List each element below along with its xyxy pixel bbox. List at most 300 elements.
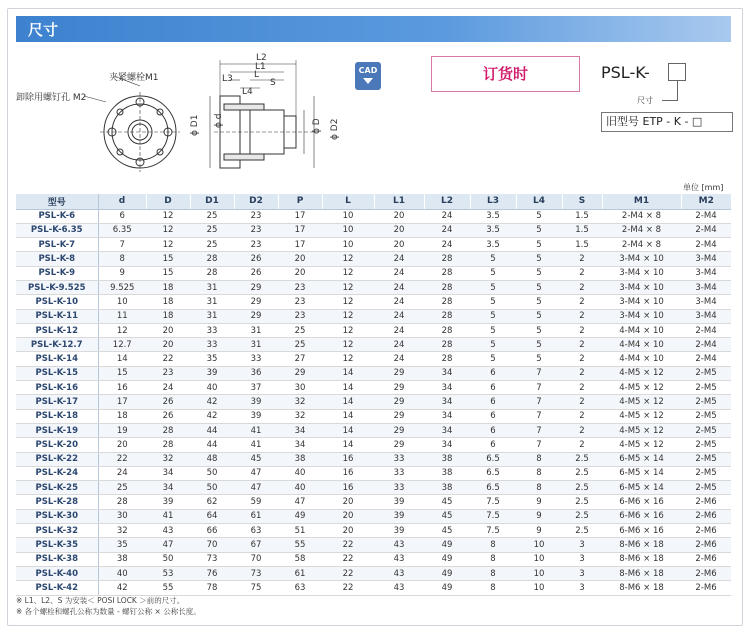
table-cell: 34 [146,466,190,480]
table-cell: 8 [470,552,516,566]
table-cell: 1.5 [562,238,602,252]
table-cell: 48 [190,452,234,466]
table-cell: 39 [234,395,278,409]
footnote: ※ L1、L2、S 为安装＜ POSI LOCK ＞前的尺寸。 [16,596,185,605]
table-cell: 2.5 [562,466,602,480]
table-body [16,209,731,595]
table-cell: 8-M6 × 18 [602,566,681,580]
table-cell: 6 [470,395,516,409]
table-cell: 2 [562,338,602,352]
table-cell: 14 [322,381,374,395]
table-cell: 5 [516,309,562,323]
table-cell: 8 [516,452,562,466]
table-cell: 31 [190,280,234,294]
table-cell: 50 [190,481,234,495]
table-row [16,495,731,509]
table-cell: 34 [278,438,322,452]
table-cell: 9 [516,495,562,509]
table-cell: 55 [146,581,190,595]
table-cell: 49 [278,509,322,523]
table-cell: 2 [562,366,602,380]
table-cell: 39 [374,495,424,509]
table-cell: 23 [278,280,322,294]
table-cell: 5 [516,338,562,352]
table-cell: 39 [234,409,278,423]
table-cell: 75 [234,581,278,595]
table-cell: 22 [98,452,146,466]
table-cell: 2 [562,266,602,280]
table-cell: 2 [562,409,602,423]
column-header: L1 [374,194,424,209]
table-cell: 3-M4 [681,266,731,280]
table-cell: 22 [322,566,374,580]
section-header [16,16,731,42]
model-cell: PSL-K-18 [16,409,98,423]
table-cell: 5 [516,295,562,309]
model-cell: PSL-K-30 [16,509,98,523]
table-cell: 6 [98,209,146,223]
table-cell: 25 [190,223,234,237]
model-cell: PSL-K-9 [16,266,98,280]
size-pointer-line [677,81,678,101]
model-cell: PSL-K-17 [16,395,98,409]
model-cell: PSL-K-8 [16,252,98,266]
table-cell: 22 [322,538,374,552]
table-cell: 20 [374,209,424,223]
table-cell: 34 [424,423,470,437]
table-cell: 2-M4 × 8 [602,209,681,223]
table-cell: 29 [234,280,278,294]
table-row [16,266,731,280]
model-cell: PSL-K-42 [16,581,98,595]
table-cell: 2-M6 [681,495,731,509]
table-cell: 1.5 [562,209,602,223]
table-cell: 20 [322,495,374,509]
size-pointer-line-h [662,100,678,101]
table-cell: 32 [98,524,146,538]
table-cell: 22 [322,552,374,566]
column-header: M1 [602,194,681,209]
table-cell: 23 [234,209,278,223]
table-cell: 12 [322,252,374,266]
table-cell: 58 [278,552,322,566]
table-cell: 31 [190,309,234,323]
footnote: ※ 各个螺栓和螺孔公称为数量 - 螺钉公称 × 公称长度。 [16,607,201,616]
table-cell: 1.5 [562,223,602,237]
table-cell: 33 [374,466,424,480]
table-cell: 2-M6 [681,566,731,580]
table-cell: 2.5 [562,524,602,538]
table-cell: 45 [424,509,470,523]
table-cell: 24 [374,338,424,352]
table-cell: 47 [146,538,190,552]
table-cell: 2-M5 [681,395,731,409]
table-cell: 5 [516,266,562,280]
table-cell: 4-M5 × 12 [602,409,681,423]
table-cell: 3 [562,566,602,580]
table-cell: 20 [374,223,424,237]
table-cell: 5 [516,238,562,252]
table-cell: 10 [322,238,374,252]
table-cell: 15 [146,252,190,266]
model-cell: PSL-K-10 [16,295,98,309]
table-cell: 8 [516,466,562,480]
table-cell: 34 [424,381,470,395]
table-cell: 24 [374,280,424,294]
table-row [16,438,731,452]
table-cell: 3 [562,538,602,552]
table-cell: 29 [374,381,424,395]
table-cell: 33 [190,338,234,352]
table-cell: 12 [322,295,374,309]
table-cell: 78 [190,581,234,595]
table-cell: 6-M5 × 14 [602,481,681,495]
table-cell: 6 [470,366,516,380]
table-cell: 29 [374,438,424,452]
table-cell: 3-M4 [681,309,731,323]
table-cell: 38 [278,452,322,466]
table-cell: 5 [470,309,516,323]
table-cell: 24 [424,238,470,252]
table-cell: 3-M4 [681,295,731,309]
table-cell: 8 [470,566,516,580]
table-row [16,566,731,580]
removal-screw-label: 卸除用螺钉孔 M2 [16,93,87,103]
table-cell: 50 [190,466,234,480]
table-cell: 47 [234,466,278,480]
table-cell: 43 [374,566,424,580]
table-cell: 12 [322,309,374,323]
table-cell: 29 [278,366,322,380]
table-cell: 17 [278,209,322,223]
table-cell: 70 [234,552,278,566]
table-cell: 53 [146,566,190,580]
table-cell: 7 [516,423,562,437]
dim-l1: L1 [255,62,266,72]
table-cell: 16 [98,381,146,395]
model-cell: PSL-K-7 [16,238,98,252]
table-cell: 6 [470,438,516,452]
table-cell: 7.5 [470,524,516,538]
table-cell: 2 [562,309,602,323]
table-cell: 26 [234,252,278,266]
table-row [16,409,731,423]
table-cell: 10 [516,581,562,595]
table-cell: 17 [278,238,322,252]
table-cell: 3 [562,581,602,595]
table-cell: 3-M4 × 10 [602,266,681,280]
table-cell: 23 [278,295,322,309]
table-cell: 2-M5 [681,438,731,452]
model-cell: PSL-K-6.35 [16,223,98,237]
table-cell: 7 [516,395,562,409]
table-row [16,323,731,337]
table-cell: 12 [146,223,190,237]
table-cell: 5 [516,252,562,266]
table-row [16,524,731,538]
table-cell: 5 [516,280,562,294]
table-row [16,252,731,266]
table-cell: 31 [234,338,278,352]
table-cell: 14 [322,423,374,437]
table-cell: 5 [470,266,516,280]
table-row [16,338,731,352]
table-cell: 26 [146,409,190,423]
table-cell: 51 [278,524,322,538]
table-cell: 10 [322,209,374,223]
table-cell: 3-M4 × 10 [602,309,681,323]
model-cell: PSL-K-11 [16,309,98,323]
table-cell: 8 [516,481,562,495]
table-cell: 63 [278,581,322,595]
model-cell: PSL-K-40 [16,566,98,580]
table-cell: 3-M4 [681,280,731,294]
table-cell: 14 [98,352,146,366]
table-cell: 23 [234,238,278,252]
table-cell: 38 [424,481,470,495]
table-cell: 59 [234,495,278,509]
table-cell: 20 [374,238,424,252]
table-cell: 28 [424,252,470,266]
table-cell: 33 [234,352,278,366]
table-cell: 5 [470,352,516,366]
dim-small-d: ϕ d [214,113,224,128]
table-cell: 2 [562,395,602,409]
table-cell: 5 [470,338,516,352]
model-cell: PSL-K-20 [16,438,98,452]
table-cell: 2-M5 [681,409,731,423]
dim-big-d: ϕ D [312,118,322,134]
table-cell: 38 [424,466,470,480]
table-cell: 34 [424,395,470,409]
table-cell: 12 [322,352,374,366]
column-header: S [562,194,602,209]
dim-l: L [254,70,260,80]
column-header: D [146,194,190,209]
model-cell: PSL-K-14 [16,352,98,366]
cad-label: CAD [358,66,378,75]
table-cell: 3-M4 × 10 [602,295,681,309]
table-cell: 47 [234,481,278,495]
table-cell: 33 [374,452,424,466]
table-cell: 5 [516,223,562,237]
table-cell: 24 [374,352,424,366]
table-cell: 24 [374,266,424,280]
table-row [16,366,731,380]
model-cell: PSL-K-12 [16,323,98,337]
table-cell: 29 [374,395,424,409]
table-cell: 9.525 [98,280,146,294]
table-cell: 49 [424,538,470,552]
table-cell: 29 [234,295,278,309]
table-cell: 24 [424,223,470,237]
table-cell: 24 [146,381,190,395]
table-cell: 26 [146,395,190,409]
table-cell: 8-M6 × 18 [602,552,681,566]
table-cell: 44 [190,438,234,452]
table-cell: 2-M6 [681,581,731,595]
table-cell: 24 [374,252,424,266]
table-cell: 10 [98,295,146,309]
table-cell: 12 [322,280,374,294]
table-row [16,452,731,466]
table-cell: 14 [322,366,374,380]
table-cell: 11 [98,309,146,323]
table-cell: 7 [98,238,146,252]
table-cell: 4-M5 × 12 [602,423,681,437]
table-cell: 2-M5 [681,423,731,437]
table-cell: 10 [516,566,562,580]
table-cell: 40 [190,381,234,395]
table-cell: 28 [424,352,470,366]
table-cell: 41 [234,423,278,437]
table-cell: 15 [98,366,146,380]
model-cell: PSL-K-32 [16,524,98,538]
table-cell: 39 [146,495,190,509]
table-row [16,423,731,437]
table-cell: 2-M6 [681,538,731,552]
table-cell: 37 [234,381,278,395]
table-cell: 22 [146,352,190,366]
table-cell: 8 [98,252,146,266]
table-cell: 35 [190,352,234,366]
table-cell: 2-M4 [681,209,731,223]
table-cell: 16 [322,452,374,466]
table-row [16,395,731,409]
table-row [16,295,731,309]
table-cell: 33 [190,323,234,337]
table-cell: 39 [374,509,424,523]
table-cell: 28 [424,266,470,280]
table-row [16,466,731,480]
model-cell: PSL-K-25 [16,481,98,495]
table-cell: 6-M6 × 16 [602,495,681,509]
table-cell: 23 [146,366,190,380]
table-cell: 8 [470,538,516,552]
table-cell: 5 [470,280,516,294]
table-cell: 4-M4 × 10 [602,352,681,366]
dimension-diagram [14,50,364,175]
table-cell: 12 [98,323,146,337]
size-placeholder-box [668,63,686,81]
table-cell: 18 [146,309,190,323]
table-cell: 2-M5 [681,452,731,466]
table-cell: 16 [322,466,374,480]
table-cell: 29 [374,423,424,437]
table-cell: 28 [424,295,470,309]
table-cell: 2-M4 × 8 [602,238,681,252]
table-cell: 2 [562,381,602,395]
table-cell: 6.5 [470,481,516,495]
table-cell: 3.5 [470,238,516,252]
table-cell: 5 [470,323,516,337]
column-header: P [278,194,322,209]
table-cell: 3-M4 × 10 [602,252,681,266]
unit-label: 单位 [mm] [683,183,724,192]
table-cell: 55 [278,538,322,552]
dim-d1: ϕ D1 [190,114,200,136]
table-cell: 2 [562,280,602,294]
table-cell: 5 [470,252,516,266]
table-cell: 25 [190,238,234,252]
table-cell: 28 [98,495,146,509]
table-cell: 32 [278,395,322,409]
table-cell: 19 [98,423,146,437]
table-cell: 23 [234,223,278,237]
column-header: d [98,194,146,209]
dim-d2: ϕ D2 [330,118,340,140]
table-cell: 2 [562,438,602,452]
table-cell: 6 [470,409,516,423]
table-row [16,209,731,223]
table-cell: 4-M5 × 12 [602,366,681,380]
table-cell: 7.5 [470,509,516,523]
table-cell: 50 [146,552,190,566]
table-cell: 2.5 [562,509,602,523]
table-cell: 12 [146,238,190,252]
table-cell: 2-M6 [681,509,731,523]
table-cell: 2 [562,295,602,309]
table-row [16,581,731,595]
table-cell: 6.5 [470,452,516,466]
table-cell: 5 [470,295,516,309]
table-cell: 12 [322,323,374,337]
table-cell: 18 [146,280,190,294]
table-cell: 2-M5 [681,466,731,480]
table-cell: 25 [278,323,322,337]
table-cell: 38 [98,552,146,566]
model-cell: PSL-K-24 [16,466,98,480]
table-cell: 44 [190,423,234,437]
table-cell: 28 [190,266,234,280]
table-cell: 2-M5 [681,366,731,380]
table-cell: 2 [562,423,602,437]
table-cell: 10 [322,223,374,237]
dim-l3: L3 [222,74,233,84]
table-cell: 3-M4 [681,252,731,266]
table-cell: 61 [278,566,322,580]
table-cell: 73 [190,552,234,566]
table-cell: 7 [516,366,562,380]
table-cell: 45 [424,524,470,538]
table-cell: 29 [374,409,424,423]
table-cell: 24 [424,209,470,223]
table-cell: 25 [278,338,322,352]
table-cell: 6.35 [98,223,146,237]
model-cell: PSL-K-6 [16,209,98,223]
table-cell: 18 [98,409,146,423]
table-cell: 4-M4 × 10 [602,323,681,337]
cad-download-button[interactable] [355,62,381,90]
table-cell: 2 [562,352,602,366]
table-cell: 2-M4 [681,323,731,337]
table-cell: 12.7 [98,338,146,352]
model-cell: PSL-K-35 [16,538,98,552]
table-cell: 6-M5 × 14 [602,452,681,466]
table-cell: 2.5 [562,481,602,495]
table-cell: 20 [322,509,374,523]
table-cell: 6-M6 × 16 [602,509,681,523]
clamp-bolt-label: 夹紧螺栓M1 [109,73,159,83]
table-cell: 29 [374,366,424,380]
table-cell: 2-M5 [681,381,731,395]
table-cell: 10 [516,552,562,566]
table-cell: 28 [190,252,234,266]
table-cell: 20 [146,323,190,337]
table-cell: 73 [234,566,278,580]
table-cell: 14 [322,409,374,423]
table-row [16,481,731,495]
